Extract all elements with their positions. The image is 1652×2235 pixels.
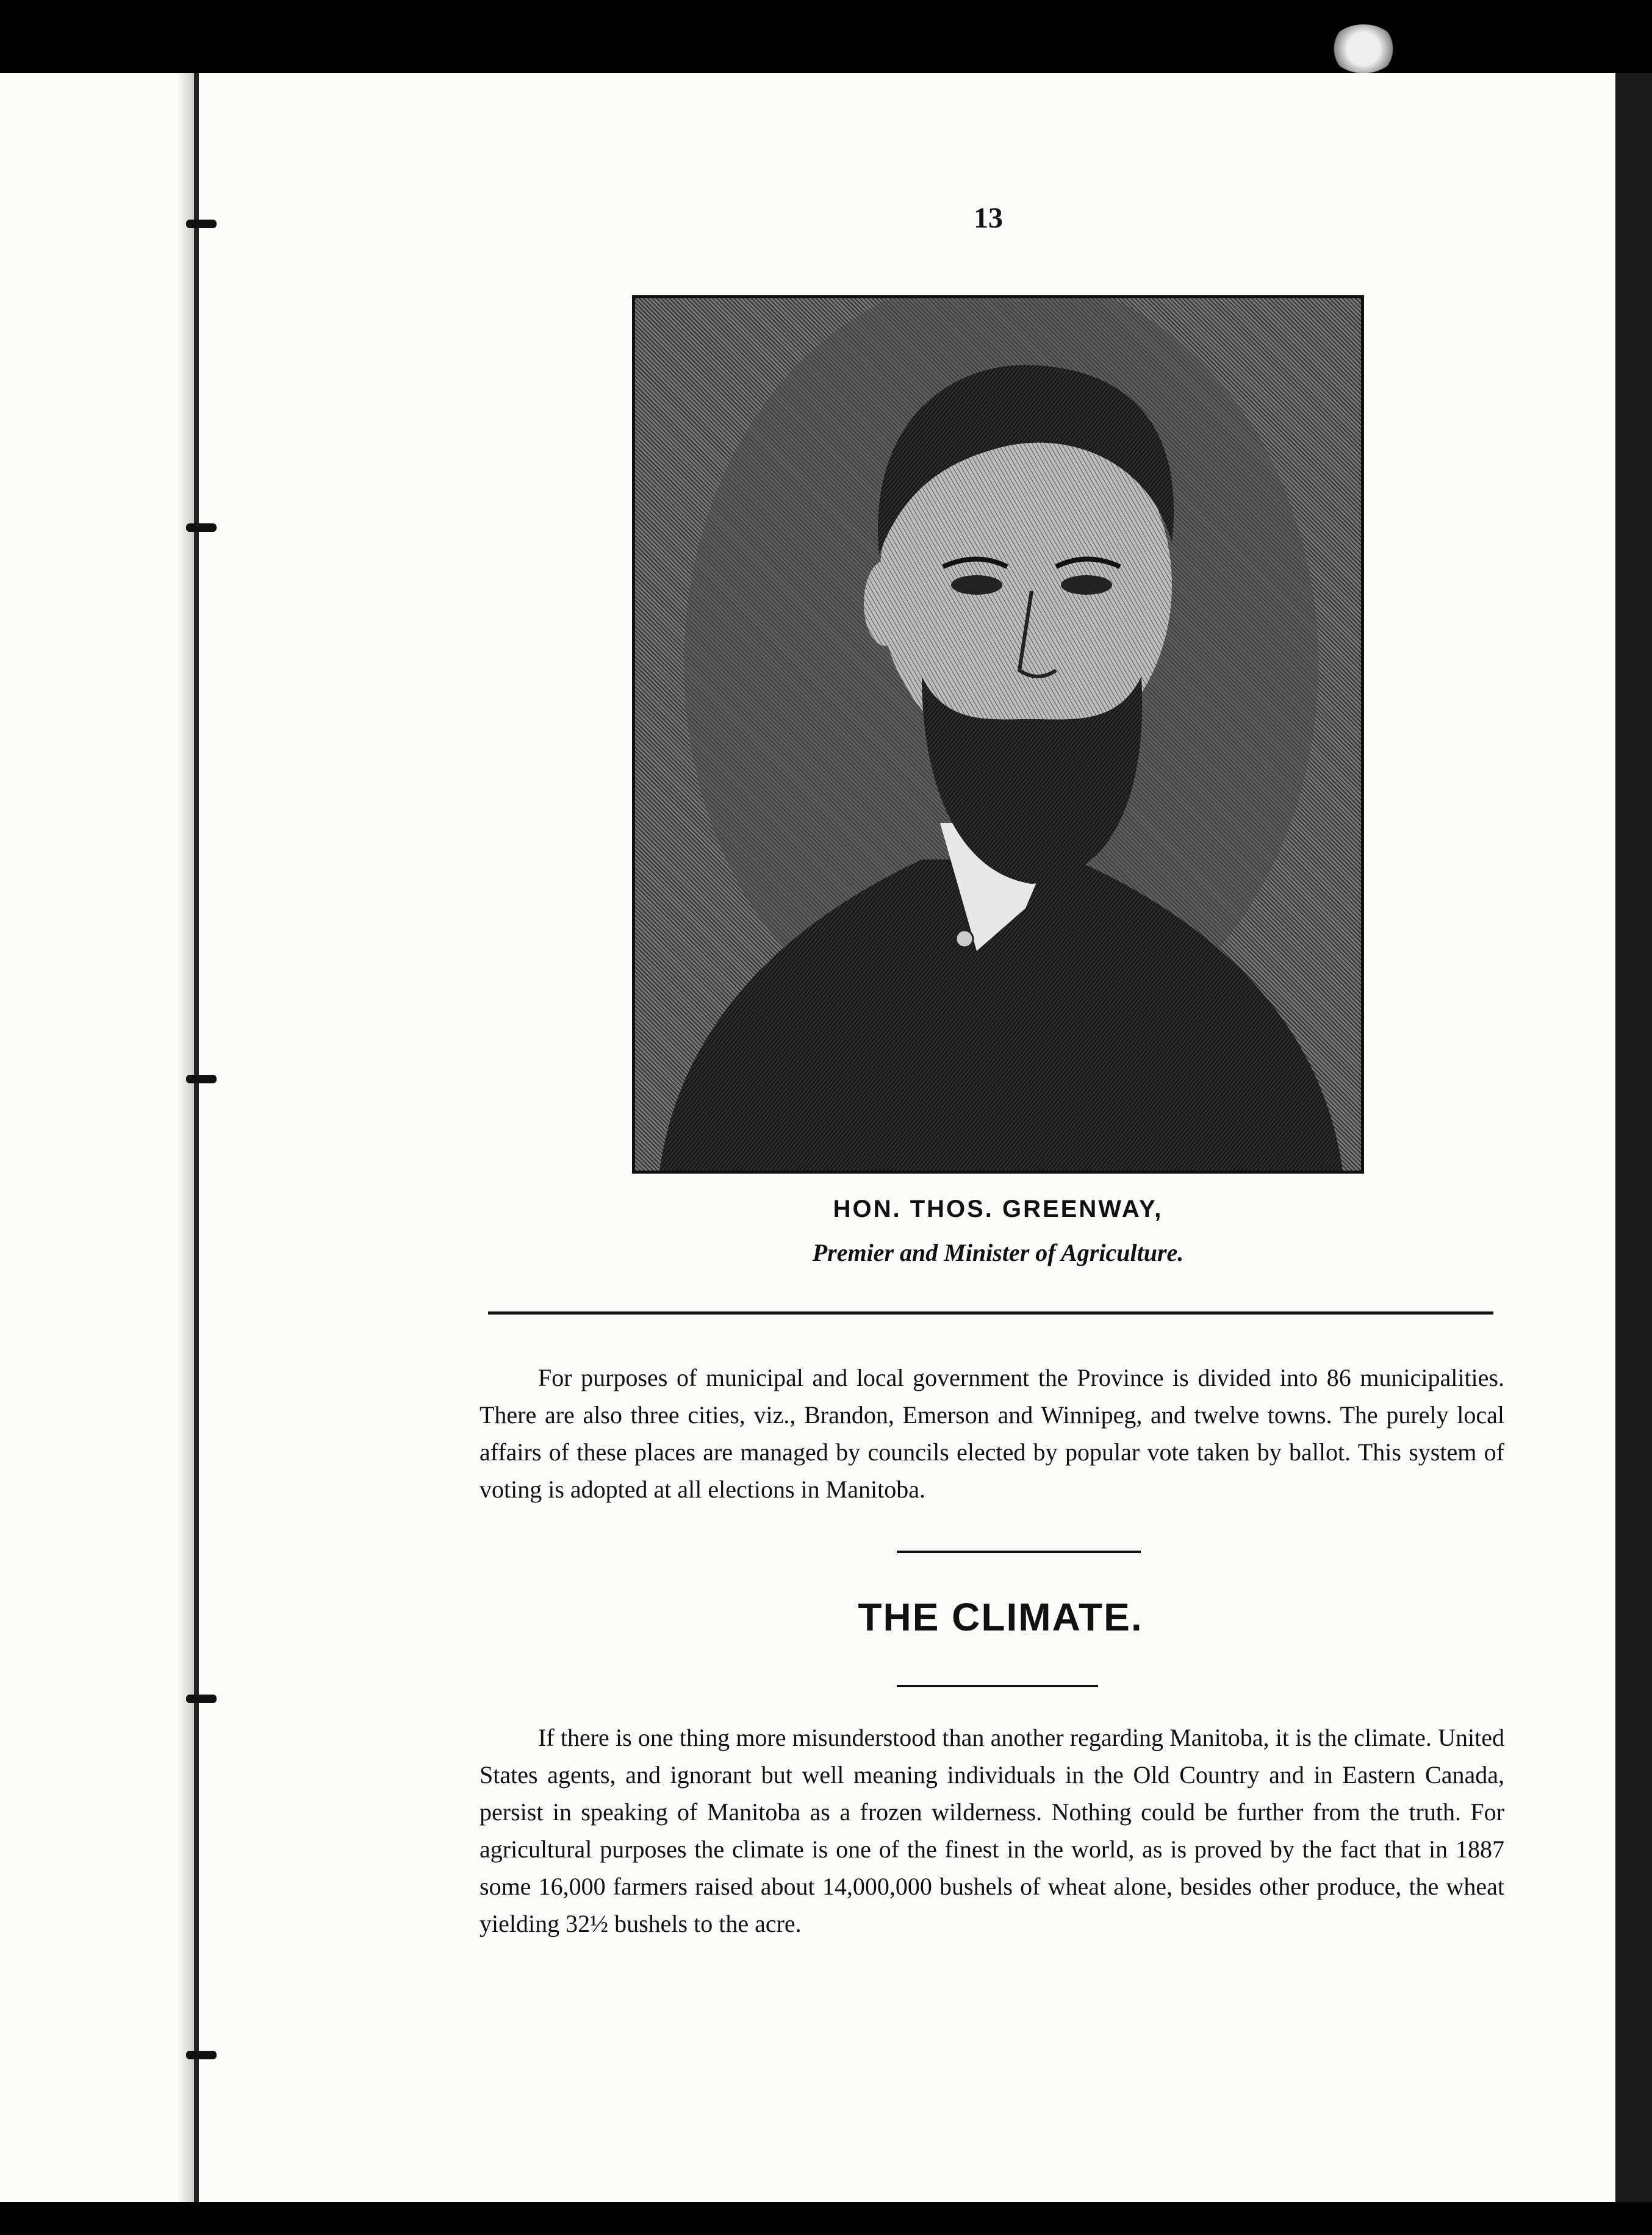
portrait-engraving [632, 295, 1364, 1174]
section-divider [488, 1311, 1493, 1315]
paper-tear-mark [1330, 24, 1397, 73]
portrait-caption-role: Premier and Minister of Agriculture. [812, 1239, 1184, 1266]
page-number: 13 [974, 202, 1003, 234]
climate-heading: THE CLIMATE. [858, 1595, 1143, 1639]
binding-stitch [186, 2051, 217, 2059]
municipal-government-paragraph: For purposes of municipal and local government the Province is divided into 86 municipalities. There are also three cities, viz., Brandon, Emerson and Winnipeg, and twelve towns. The purely local affairs of these places are managed by councils elected by popular vote taken by ballot. This system of voting is adopted at all elections in Manitoba. [479, 1364, 1504, 1503]
portrait-caption-name: HON. THOS. GREENWAY, [833, 1196, 1163, 1222]
binding-spine [194, 73, 199, 2202]
binding-stitch [186, 1695, 217, 1703]
binding-shadow [177, 73, 194, 2202]
scan-border [1615, 73, 1652, 2202]
binding-stitch [186, 523, 217, 532]
binding-stitch [186, 1075, 217, 1083]
heading-rule-top [897, 1551, 1141, 1553]
portrait-illustration [635, 298, 1361, 1171]
climate-paragraph: If there is one thing more misunderstood than another regarding Manitoba, it is the climate. United States agents, and ignorant but well meaning individuals in the Old Country and in Eastern Canada, persist in speaking of Manitoba as a frozen wilderness. Nothing could be further from the truth. For agricultural purposes the climate is one of the finest in the world, as is proved by the fact that in 1887 some 16,000 farmers raised about 14,000,000 bushels of wheat alone, besides other produce, the wheat yielding 32½ bushels to the acre. [479, 1724, 1504, 1937]
binding-stitch [186, 220, 217, 228]
heading-rule-bottom [897, 1685, 1098, 1687]
